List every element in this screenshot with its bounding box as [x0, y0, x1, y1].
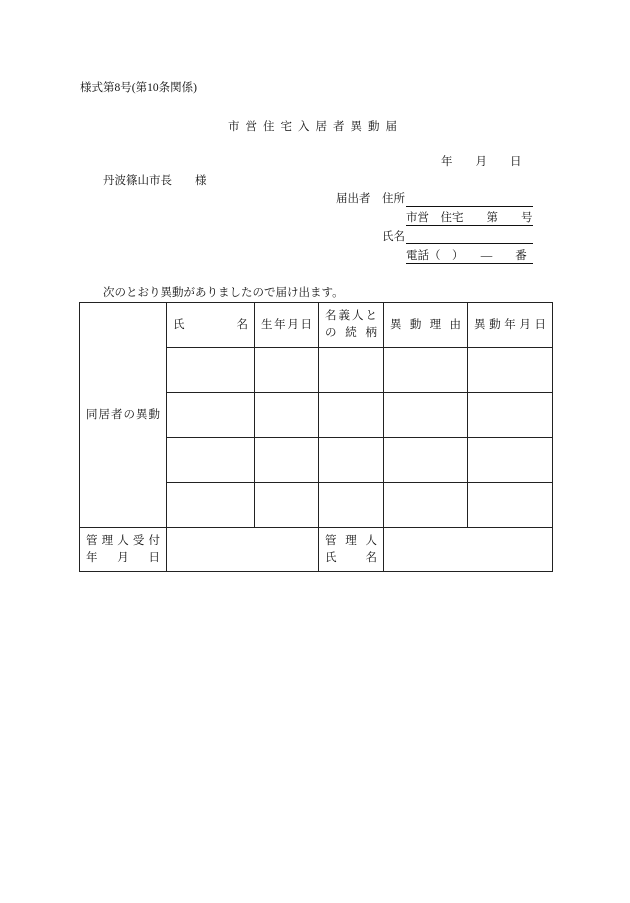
birth-date-cell	[255, 348, 319, 393]
glyph: 人	[365, 534, 377, 547]
header-birth-date-label	[261, 317, 312, 334]
glyph: 者	[111, 408, 123, 421]
manager-name-field	[384, 528, 553, 572]
name-field	[406, 243, 533, 244]
glyph: 理	[101, 534, 114, 547]
relation-cell	[319, 348, 384, 393]
relation-cell	[319, 483, 384, 528]
glyph: 人	[352, 310, 364, 322]
receipt-label-cell	[80, 528, 167, 572]
glyph: 理	[429, 318, 442, 331]
applicant-label: 届出者	[336, 193, 371, 205]
glyph: 付	[148, 534, 160, 547]
glyph: 異	[136, 408, 148, 421]
date-line: 年 月 日	[441, 156, 522, 168]
change-date-cell	[468, 393, 553, 438]
reason-cell	[384, 483, 468, 528]
name-cell	[167, 348, 255, 393]
change-date-cell	[468, 483, 553, 528]
form-title: 市営住宅入居者異動届	[228, 121, 403, 133]
relation-cell	[319, 393, 384, 438]
glyph: 年	[504, 318, 516, 331]
side-label	[86, 407, 160, 424]
glyph: 年	[86, 551, 98, 564]
header-relation-line-1	[325, 308, 377, 325]
glyph: 義	[338, 310, 350, 322]
phone-line: 電話（ ） ― 番	[406, 249, 533, 264]
name-cell	[167, 393, 255, 438]
reason-cell	[384, 438, 468, 483]
glyph: 居	[98, 408, 110, 421]
glyph: 名	[236, 318, 248, 331]
name-cell	[167, 483, 255, 528]
form-number: 様式第8号(第10条関係)	[80, 82, 197, 94]
statement: 次のとおり異動がありましたので届け出ます。	[103, 287, 344, 299]
manager-label-cell	[319, 528, 384, 572]
glyph: 日	[300, 318, 312, 331]
header-relation-line-2	[325, 325, 377, 342]
addressee: 丹波篠山市長 様	[103, 175, 207, 187]
name-cell	[167, 438, 255, 483]
glyph: 動	[409, 318, 422, 331]
header-birth-date	[255, 303, 319, 348]
change-table	[79, 302, 553, 572]
glyph: 氏	[325, 551, 337, 564]
name-label: 氏名	[382, 231, 405, 243]
header-row	[80, 303, 553, 348]
housing-line: 市営 住宅 第 号	[406, 212, 533, 224]
birth-date-cell	[255, 438, 319, 483]
manager-label-line-2	[325, 550, 377, 567]
glyph: の	[325, 327, 337, 339]
header-relation	[319, 303, 384, 348]
header-reason	[384, 303, 468, 348]
glyph: 月	[519, 318, 531, 331]
glyph: 異	[474, 318, 486, 331]
receipt-label-line-2	[86, 550, 160, 567]
glyph: の	[123, 408, 135, 421]
glyph: と	[365, 310, 377, 322]
side-label-cell	[80, 303, 167, 528]
birth-date-cell	[255, 393, 319, 438]
glyph: 同	[86, 408, 98, 421]
header-change-date	[468, 303, 553, 348]
footer-row	[80, 528, 553, 572]
glyph: 由	[449, 318, 461, 331]
glyph: 名	[325, 310, 337, 322]
birth-date-cell	[255, 483, 319, 528]
header-name	[167, 303, 255, 348]
change-date-cell	[468, 438, 553, 483]
address-field	[406, 206, 533, 207]
glyph: 生	[261, 318, 273, 331]
change-date-cell	[468, 348, 553, 393]
glyph: 年	[274, 318, 286, 331]
glyph: 動	[489, 318, 501, 331]
glyph: 異	[390, 318, 402, 331]
glyph: 管	[325, 534, 337, 547]
relation-cell	[319, 438, 384, 483]
reason-cell	[384, 393, 468, 438]
glyph: 名	[365, 551, 377, 564]
glyph: 日	[148, 551, 160, 564]
glyph: 理	[345, 534, 357, 547]
header-change-date-label	[474, 317, 546, 334]
glyph: 月	[117, 551, 129, 564]
glyph: 日	[534, 318, 546, 331]
glyph: 氏	[173, 318, 185, 331]
glyph: 受	[132, 534, 145, 547]
glyph: 続	[345, 327, 357, 339]
header-name-label	[173, 317, 248, 334]
reason-cell	[384, 348, 468, 393]
glyph: 動	[148, 408, 160, 421]
header-reason-label	[390, 317, 461, 334]
manager-label-line-1	[325, 533, 377, 550]
glyph: 柄	[365, 327, 377, 339]
address-label: 住所	[382, 193, 405, 205]
receipt-label-line-1	[86, 533, 160, 550]
glyph: 管	[86, 534, 98, 547]
glyph: 月	[287, 318, 299, 331]
receipt-field	[167, 528, 319, 572]
glyph: 人	[117, 534, 129, 547]
